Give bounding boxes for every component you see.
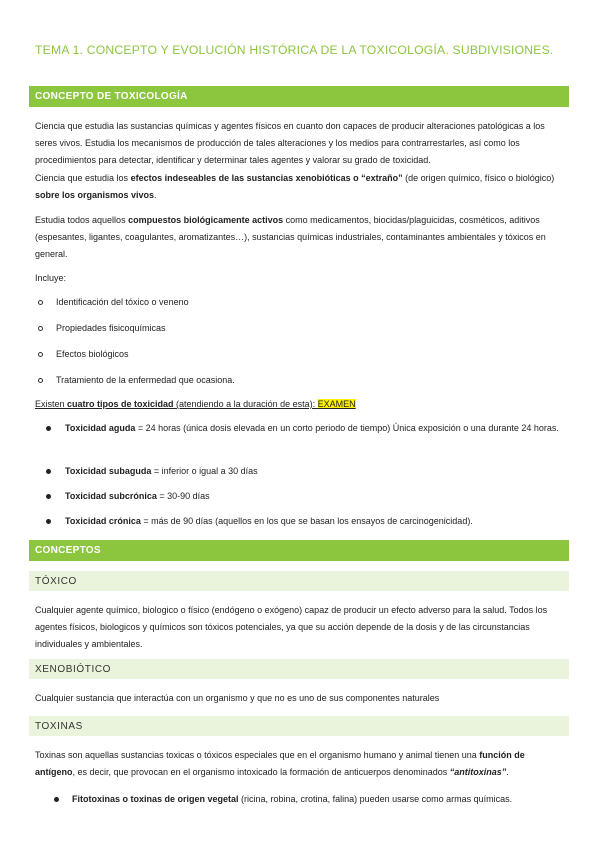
subheading-xenobiotico: XENOBIÓTICO <box>29 659 569 679</box>
circle-bullet-icon <box>38 326 43 331</box>
bold-text: efectos indeseables de las sustancias xenobióticas o “extraño” <box>130 173 403 183</box>
bullet-icon <box>46 469 51 474</box>
bold-text: Fitotoxinas o toxinas de origen vegetal <box>72 794 239 804</box>
paragraph-toxico: Cualquier agente químico, biologico o físico (endógeno o exógeno) capaz de producir un efecto adverso para la salud. Todos los agentes físicos, biologicos y químicos son tóxicos potenciales, ya que su acción depende de la dosis y de las circunstancias individuales y ambientales. <box>35 605 548 649</box>
toxicity-item-subcronica <box>65 488 210 505</box>
toxicity-types-intro <box>35 396 565 413</box>
bold-text: función de antígeno <box>35 750 525 777</box>
circle-bullet-icon <box>38 378 43 383</box>
paragraph-effects <box>35 170 565 204</box>
toxicity-name: Toxicidad aguda <box>65 423 136 433</box>
toxicity-item-aguda <box>65 420 565 437</box>
toxicity-desc: = 24 horas (única dosis elevada en un corto periodo de tiempo) Única exposición o una durante 24 horas. <box>135 423 559 433</box>
section-header-concepto: CONCEPTO DE TOXICOLOGÍA <box>29 86 569 107</box>
bold-text: cuatro tipos de toxicidad <box>67 399 174 409</box>
document-title: TEMA 1. CONCEPTO Y EVOLUCIÓN HISTÓRICA DE LA TOXICOLOGÍA. SUBDIVISIONES. <box>35 43 554 57</box>
text: (atendiendo a la duración de esta): <box>173 399 318 409</box>
exam-highlight: EXAMEN <box>317 399 356 409</box>
paragraph-toxinas <box>35 747 565 781</box>
toxicity-desc: = más de 90 días (aquellos en los que se basan los ensayos de carcinogenicidad). <box>140 516 473 526</box>
text: . <box>506 767 509 777</box>
circle-bullet-icon <box>38 352 43 357</box>
text: Existen <box>35 399 68 409</box>
subheading-toxico: TÓXICO <box>29 571 569 591</box>
bullet-icon <box>46 494 51 499</box>
circle-bullet-icon <box>38 300 43 305</box>
bold-text: sobre los organismos vivos <box>35 190 155 200</box>
text: como medicamentos, biocidas/plaguicidas, cosméticos, aditivos (espesantes, ligantes, coagulantes, aromatizantes…), sustancias químicas industriales, contaminantes ambientales y tóxicos en general. <box>35 215 546 259</box>
paragraph-xenobiotico: Cualquier sustancia que interactúa con un organismo y que no es uno de sus componentes naturales <box>35 693 440 703</box>
bullet-icon <box>54 797 59 802</box>
text: Estudia todos aquellos <box>35 215 129 225</box>
text: , es decir, que provocan en el organismo intoxicado la formación de anticuerpos denominados <box>72 767 450 777</box>
toxicity-name: Toxicidad subcrónica <box>65 491 157 501</box>
incluye-label: Incluye: <box>35 273 67 283</box>
subheading-toxinas: TOXINAS <box>29 716 569 736</box>
text: (ricina, robina, crotina, falina) pueden usarse como armas químicas. <box>238 794 513 804</box>
list-item-fitotoxinas <box>72 791 567 808</box>
bullet-icon <box>46 426 51 431</box>
bullet-icon <box>46 519 51 524</box>
text: Toxinas son aquellas sustancias toxicas o tóxicos especiales que en el organismo humano y animal tienen una <box>35 750 480 760</box>
paragraph-compounds <box>35 212 565 263</box>
list-item: Tratamiento de la enfermedad que ocasiona. <box>56 375 235 385</box>
toxicity-item-cronica <box>65 513 565 530</box>
toxicity-desc: = inferior o igual a 30 días <box>151 466 258 476</box>
list-item: Identificación del tóxico o veneno <box>56 297 189 307</box>
list-item: Propiedades fisicoquímicas <box>56 323 166 333</box>
toxicity-name: Toxicidad subaguda <box>65 466 152 476</box>
section-header-conceptos: CONCEPTOS <box>29 540 569 561</box>
paragraph-definition: Ciencia que estudia las sustancias químicas y agentes físicos en cuanto don capaces de producir alteraciones patológicas a los seres vivos. Estudia los mecanismos de producción de tales alteraciones y los medios para contrarrestarles, así como los procedimientos para detectar, identificar y determinar tales agentes y valorar su grado de toxicidad. <box>35 121 545 165</box>
text: Ciencia que estudia los <box>35 173 131 183</box>
bold-text: compuestos biológicamente activos <box>128 215 284 225</box>
bold-italic-text: “antitoxinas” <box>449 767 507 777</box>
list-item: Efectos biológicos <box>56 349 129 359</box>
toxicity-desc: = 30-90 días <box>156 491 210 501</box>
text: (de origen químico, físico o biológico) <box>402 173 555 183</box>
toxicity-name: Toxicidad crónica <box>65 516 141 526</box>
text: . <box>154 190 157 200</box>
toxicity-item-subaguda <box>65 463 258 480</box>
